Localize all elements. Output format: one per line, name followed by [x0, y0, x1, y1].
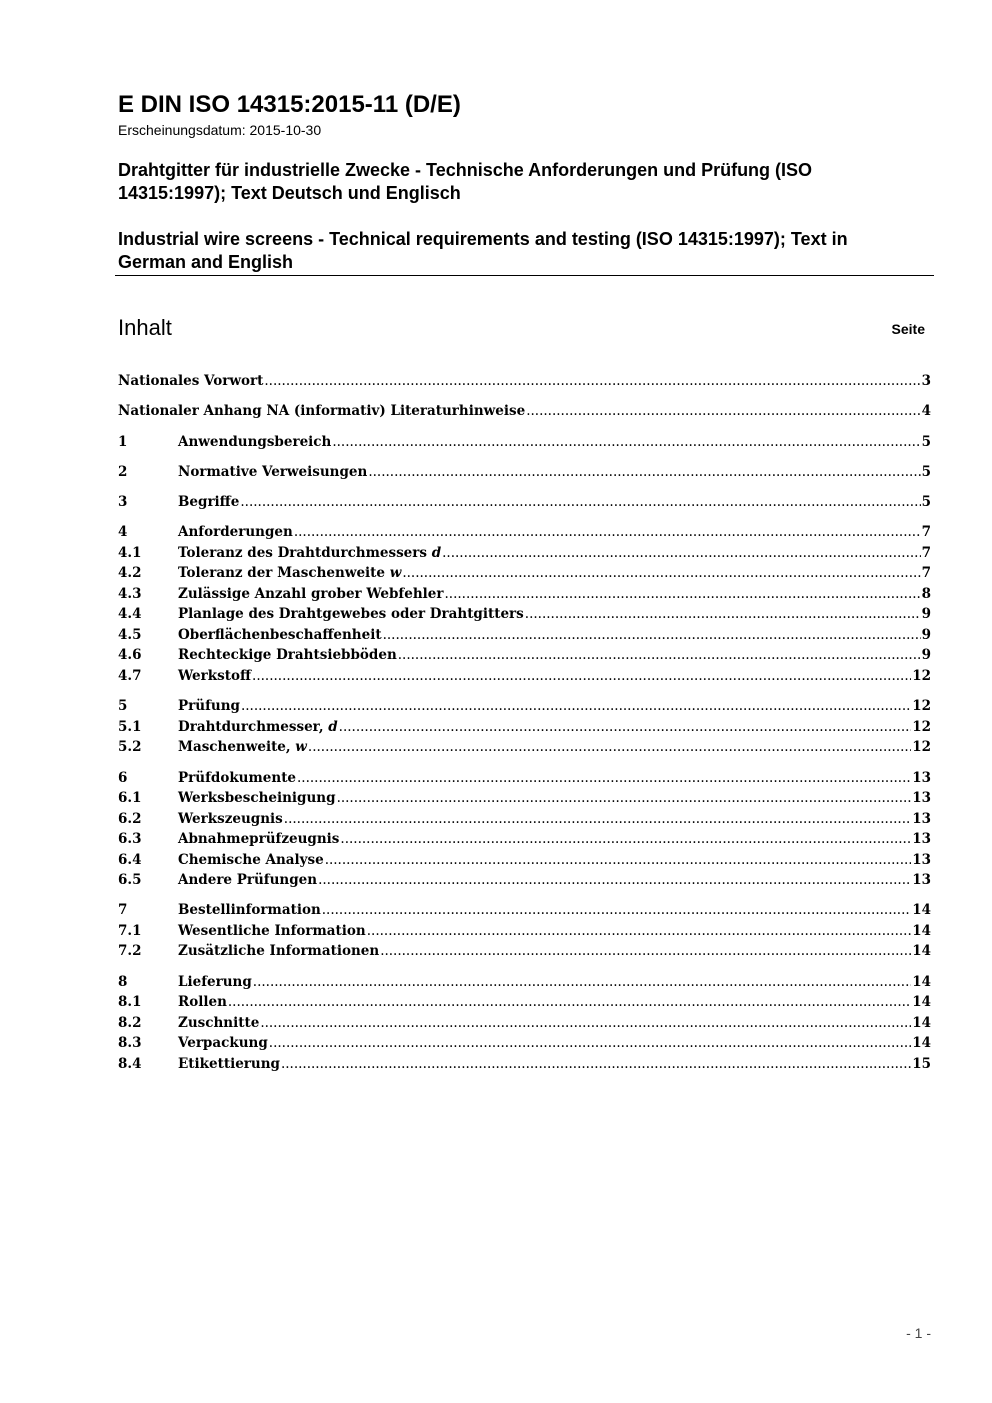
toc-entry-number: 3: [118, 494, 128, 511]
toc-entry-page: 8: [921, 585, 931, 602]
toc-entry[interactable]: [118, 462, 931, 483]
toc-entry-title-text: Toleranz der Maschenweite: [178, 565, 390, 582]
toc-entry-page: 13: [912, 872, 931, 889]
toc-entry-page: 14: [912, 973, 931, 990]
toc-entry-title: [178, 462, 367, 483]
toc-entry-title-text: Werkszeugnis: [178, 810, 283, 827]
toc-entry[interactable]: [118, 1033, 931, 1054]
toc-dot-leader: [308, 737, 911, 758]
publication-date: Erscheinungsdatum: 2015-10-30: [118, 122, 322, 138]
toc-entry-title: [178, 666, 251, 687]
toc-entry-page: 13: [912, 810, 931, 827]
toc-entry-title-text: Oberflächenbeschaffenheit: [178, 626, 382, 643]
toc-dot-leader: [269, 1033, 911, 1054]
toc-entry-page: 3: [921, 373, 931, 389]
toc-entry[interactable]: [118, 972, 931, 993]
toc-dot-leader: [368, 462, 920, 483]
toc-entry-title: [178, 543, 441, 564]
toc-entry-variable: w: [389, 565, 402, 582]
toc-entry-title-text: Prüfdokumente: [178, 769, 297, 786]
toc-entry-title-text: Werksbescheinigung: [178, 790, 336, 807]
toc-entry-number: 4.2: [118, 565, 142, 582]
toc-entry-page: 9: [921, 626, 931, 643]
toc-entry[interactable]: [118, 829, 931, 850]
toc-entry-title-text: Planlage des Drahtgewebes oder Drahtgitters: [178, 606, 524, 623]
toc-entry-number: 6.4: [118, 851, 142, 868]
toc-dot-leader: [339, 717, 912, 738]
toc-entry[interactable]: [118, 717, 931, 738]
toc-entry-number: 7.1: [118, 922, 142, 939]
toc-entry-page: 7: [921, 565, 931, 582]
toc-entry-title: [178, 870, 317, 891]
toc-entry-variable: w: [295, 739, 307, 756]
toc-dot-leader: [332, 432, 920, 453]
toc-entry-page: 14: [912, 1014, 931, 1031]
toc-dot-leader: [241, 696, 911, 717]
title-english: Industrial wire screens - Technical requirements and testing (ISO 14315:1997); Text in German and English: [118, 229, 848, 272]
toc-dot-leader: [444, 584, 920, 605]
toc-entry-number: 1: [118, 433, 128, 450]
toc-entry-title-text: Abnahmeprüfzeugnis: [178, 831, 340, 848]
toc-entry-title-text: Rechteckige Drahtsiebböden: [178, 647, 397, 664]
toc-entry-number: 4.3: [118, 585, 142, 602]
toc-entry[interactable]: [118, 371, 931, 392]
toc-entry-title-text: Prüfung: [178, 698, 240, 715]
toc-entry[interactable]: [118, 625, 931, 646]
toc-entry-page: 13: [912, 769, 931, 786]
toc-entry-number: 2: [118, 463, 128, 480]
toc-entry-number: 8.2: [118, 1014, 142, 1031]
toc-entry-page: 7: [921, 544, 931, 561]
toc-entry-title: [178, 992, 227, 1013]
toc-entry-title-text: Zusätzliche Informationen: [178, 943, 380, 960]
toc-entry[interactable]: [118, 666, 931, 687]
toc-entry-number: 6.5: [118, 872, 142, 889]
toc-entry-title: [178, 941, 379, 962]
toc-entry-page: 13: [912, 831, 931, 848]
toc-entry-title: [178, 645, 397, 666]
toc-entry-page: 5: [921, 463, 931, 480]
toc-entry-title-text: Nationaler Anhang NA (informativ) Literaturhinweise: [118, 403, 526, 420]
toc-entry-title-text: Lieferung: [178, 973, 252, 990]
toc-dot-leader: [322, 900, 911, 921]
toc-entry[interactable]: [118, 992, 931, 1013]
toc-entry-page: 15: [912, 1055, 931, 1072]
toc-dot-leader: [297, 768, 911, 789]
toc-dot-leader: [281, 1054, 911, 1075]
toc-entry-title: [178, 432, 331, 453]
toc-entry-title: [178, 696, 240, 717]
toc-dot-leader: [402, 563, 920, 584]
toc-entry-page: 14: [912, 994, 931, 1011]
toc-dot-leader: [383, 625, 921, 646]
toc-entry-number: 4.5: [118, 626, 142, 643]
toc-entry-title-text: Andere Prüfungen: [178, 872, 318, 889]
toc-entry-number: 7: [118, 902, 128, 919]
toc-entry-title: [178, 1054, 280, 1075]
title-german: Drahtgitter für industrielle Zwecke - Technische Anforderungen und Prüfung (ISO 14315:1997); Text Deutsch und Englisch: [118, 160, 813, 203]
toc-entry[interactable]: [118, 788, 931, 809]
toc-entry-title-text: Nationales Vorwort: [118, 373, 264, 389]
toc-entry-title-text: Toleranz des Drahtdurchmessers: [178, 544, 432, 561]
toc-entry[interactable]: [118, 401, 931, 422]
toc-entry-number: 7.2: [118, 943, 142, 960]
toc-entry-title-text: Werkstoff: [178, 667, 252, 684]
toc-entry-title: [178, 717, 338, 738]
toc-dot-leader: [318, 870, 911, 891]
toc-entry-title-text: Rollen: [178, 994, 227, 1011]
toc-entry-title: [178, 850, 324, 871]
toc-entry-page: 14: [912, 902, 931, 919]
toc-entry-title: [118, 371, 263, 392]
toc-entry-title-text: Normative Verweisungen: [178, 463, 368, 480]
toc-dot-leader: [228, 992, 911, 1013]
toc-entry-number: 4.6: [118, 647, 142, 664]
toc-entry-page: 14: [912, 943, 931, 960]
toc-entry-page: 9: [921, 606, 931, 623]
toc-dot-leader: [380, 941, 911, 962]
toc-entry-page: 4: [921, 403, 931, 420]
toc-entry-title-text: Drahtdurchmesser,: [178, 718, 329, 735]
toc-entry-title: [178, 604, 524, 625]
toc-entry-title-text: Bestellinformation: [178, 902, 321, 919]
toc-entry[interactable]: [118, 522, 931, 543]
toc-entry-title: [178, 522, 293, 543]
toc-entry-number: 4.1: [118, 544, 142, 561]
toc-dot-leader: [367, 921, 911, 942]
toc-entry-title: [178, 829, 339, 850]
toc-entry[interactable]: [118, 645, 931, 666]
toc-entry[interactable]: [118, 584, 931, 605]
toc-dot-leader: [253, 972, 911, 993]
toc-entry-title: [178, 788, 336, 809]
toc-entry-number: 6: [118, 769, 128, 786]
toc-entry-title-text: Verpackung: [178, 1035, 268, 1052]
toc-entry[interactable]: [118, 900, 931, 921]
toc-entry-title: [178, 563, 401, 584]
toc-entry-number: 5: [118, 698, 128, 715]
toc-entry-page: 13: [912, 790, 931, 807]
toc-entry[interactable]: [118, 492, 931, 513]
toc-entry-number: 6.3: [118, 831, 142, 848]
toc-dot-leader: [252, 666, 911, 687]
toc-entry-title: [178, 972, 252, 993]
toc-entry-page: 14: [912, 1035, 931, 1052]
toc-entry-title-text: Zuschnitte: [178, 1014, 260, 1031]
toc-dot-leader: [398, 645, 921, 666]
toc-entry[interactable]: [118, 870, 931, 891]
toc-entry-number: 5.2: [118, 739, 142, 756]
toc-dot-leader: [340, 829, 911, 850]
document-id: E DIN ISO 14315:2015-11 (D/E): [118, 91, 461, 118]
toc-entry-number: 4: [118, 524, 128, 541]
toc-entry[interactable]: [118, 1013, 931, 1034]
toc-entry-number: 4.7: [118, 667, 142, 684]
page-number: - 1 -: [906, 1325, 931, 1341]
toc-heading: Inhalt: [118, 315, 172, 340]
toc-entry[interactable]: [118, 809, 931, 830]
toc-entry-variable: d: [328, 718, 338, 735]
toc-entry-number: 5.1: [118, 718, 142, 735]
toc-entry[interactable]: [118, 768, 931, 789]
toc-entry-title: [118, 401, 525, 422]
toc-entry-number: 8.3: [118, 1035, 142, 1052]
toc-entry-page: 7: [921, 524, 931, 541]
toc-page-column-label: Seite: [891, 321, 925, 337]
toc-entry-page: 9: [921, 647, 931, 664]
toc-entry-title: [178, 1033, 268, 1054]
toc-dot-leader: [260, 1013, 911, 1034]
toc-entry-page: 5: [921, 494, 931, 511]
toc-entry-number: 8.4: [118, 1055, 142, 1072]
toc-entry-number: 8: [118, 973, 128, 990]
toc-entry-title-text: Chemische Analyse: [178, 851, 324, 868]
toc-dot-leader: [525, 604, 921, 625]
toc-entry-page: 12: [912, 667, 931, 684]
toc-dot-leader: [284, 809, 911, 830]
toc-dot-leader: [264, 371, 920, 392]
toc-entry-number: 6.1: [118, 790, 142, 807]
toc-entry-title-text: Etikettierung: [178, 1055, 280, 1072]
toc-entry-title-text: Maschenweite,: [178, 739, 296, 756]
toc-entry[interactable]: [118, 432, 931, 453]
toc-entry-page: 5: [921, 433, 931, 450]
toc-entry-title: [178, 737, 307, 758]
toc-entry-title: [178, 1013, 259, 1034]
toc-entry[interactable]: [118, 1054, 931, 1075]
toc-entry[interactable]: [118, 696, 931, 717]
toc-entry-number: 8.1: [118, 994, 142, 1011]
toc-dot-leader: [526, 401, 920, 422]
toc-entry-title: [178, 809, 283, 830]
toc-entry[interactable]: [118, 850, 931, 871]
toc-entry-number: 6.2: [118, 810, 142, 827]
toc-dot-leader: [325, 850, 912, 871]
toc-entry-title-text: Begriffe: [178, 494, 240, 511]
toc-entry-page: 13: [912, 851, 931, 868]
toc-entry[interactable]: [118, 941, 931, 962]
toc-dot-leader: [337, 788, 912, 809]
toc-entry-title: [178, 625, 382, 646]
toc-entry[interactable]: [118, 604, 931, 625]
toc-entry[interactable]: [118, 543, 931, 564]
toc-entry-title: [178, 900, 321, 921]
toc-dot-leader: [442, 543, 920, 564]
toc-entry-title-text: Anforderungen: [178, 524, 293, 541]
toc-entry-page: 12: [912, 739, 931, 756]
toc-entry-title-text: Anwendungsbereich: [178, 433, 332, 450]
toc-entry-page: 14: [912, 922, 931, 939]
toc-entry-number: 4.4: [118, 606, 142, 623]
toc-entry-title: [178, 492, 239, 513]
toc-entry-variable: d: [431, 544, 442, 561]
toc-entry-title: [178, 584, 443, 605]
toc-entry[interactable]: [118, 921, 931, 942]
title-divider: [115, 275, 934, 276]
toc-dot-leader: [240, 492, 920, 513]
toc-dot-leader: [294, 522, 921, 543]
toc-entry[interactable]: [118, 563, 931, 584]
table-of-contents: [118, 371, 931, 1074]
toc-entry-page: 12: [912, 718, 931, 735]
toc-entry-page: 12: [912, 698, 931, 715]
toc-entry-title: [178, 768, 296, 789]
toc-entry-title-text: Wesentliche Information: [178, 922, 366, 939]
toc-entry[interactable]: [118, 737, 931, 758]
toc-entry-title: [178, 921, 366, 942]
toc-entry-title-text: Zulässige Anzahl grober Webfehler: [178, 585, 444, 602]
